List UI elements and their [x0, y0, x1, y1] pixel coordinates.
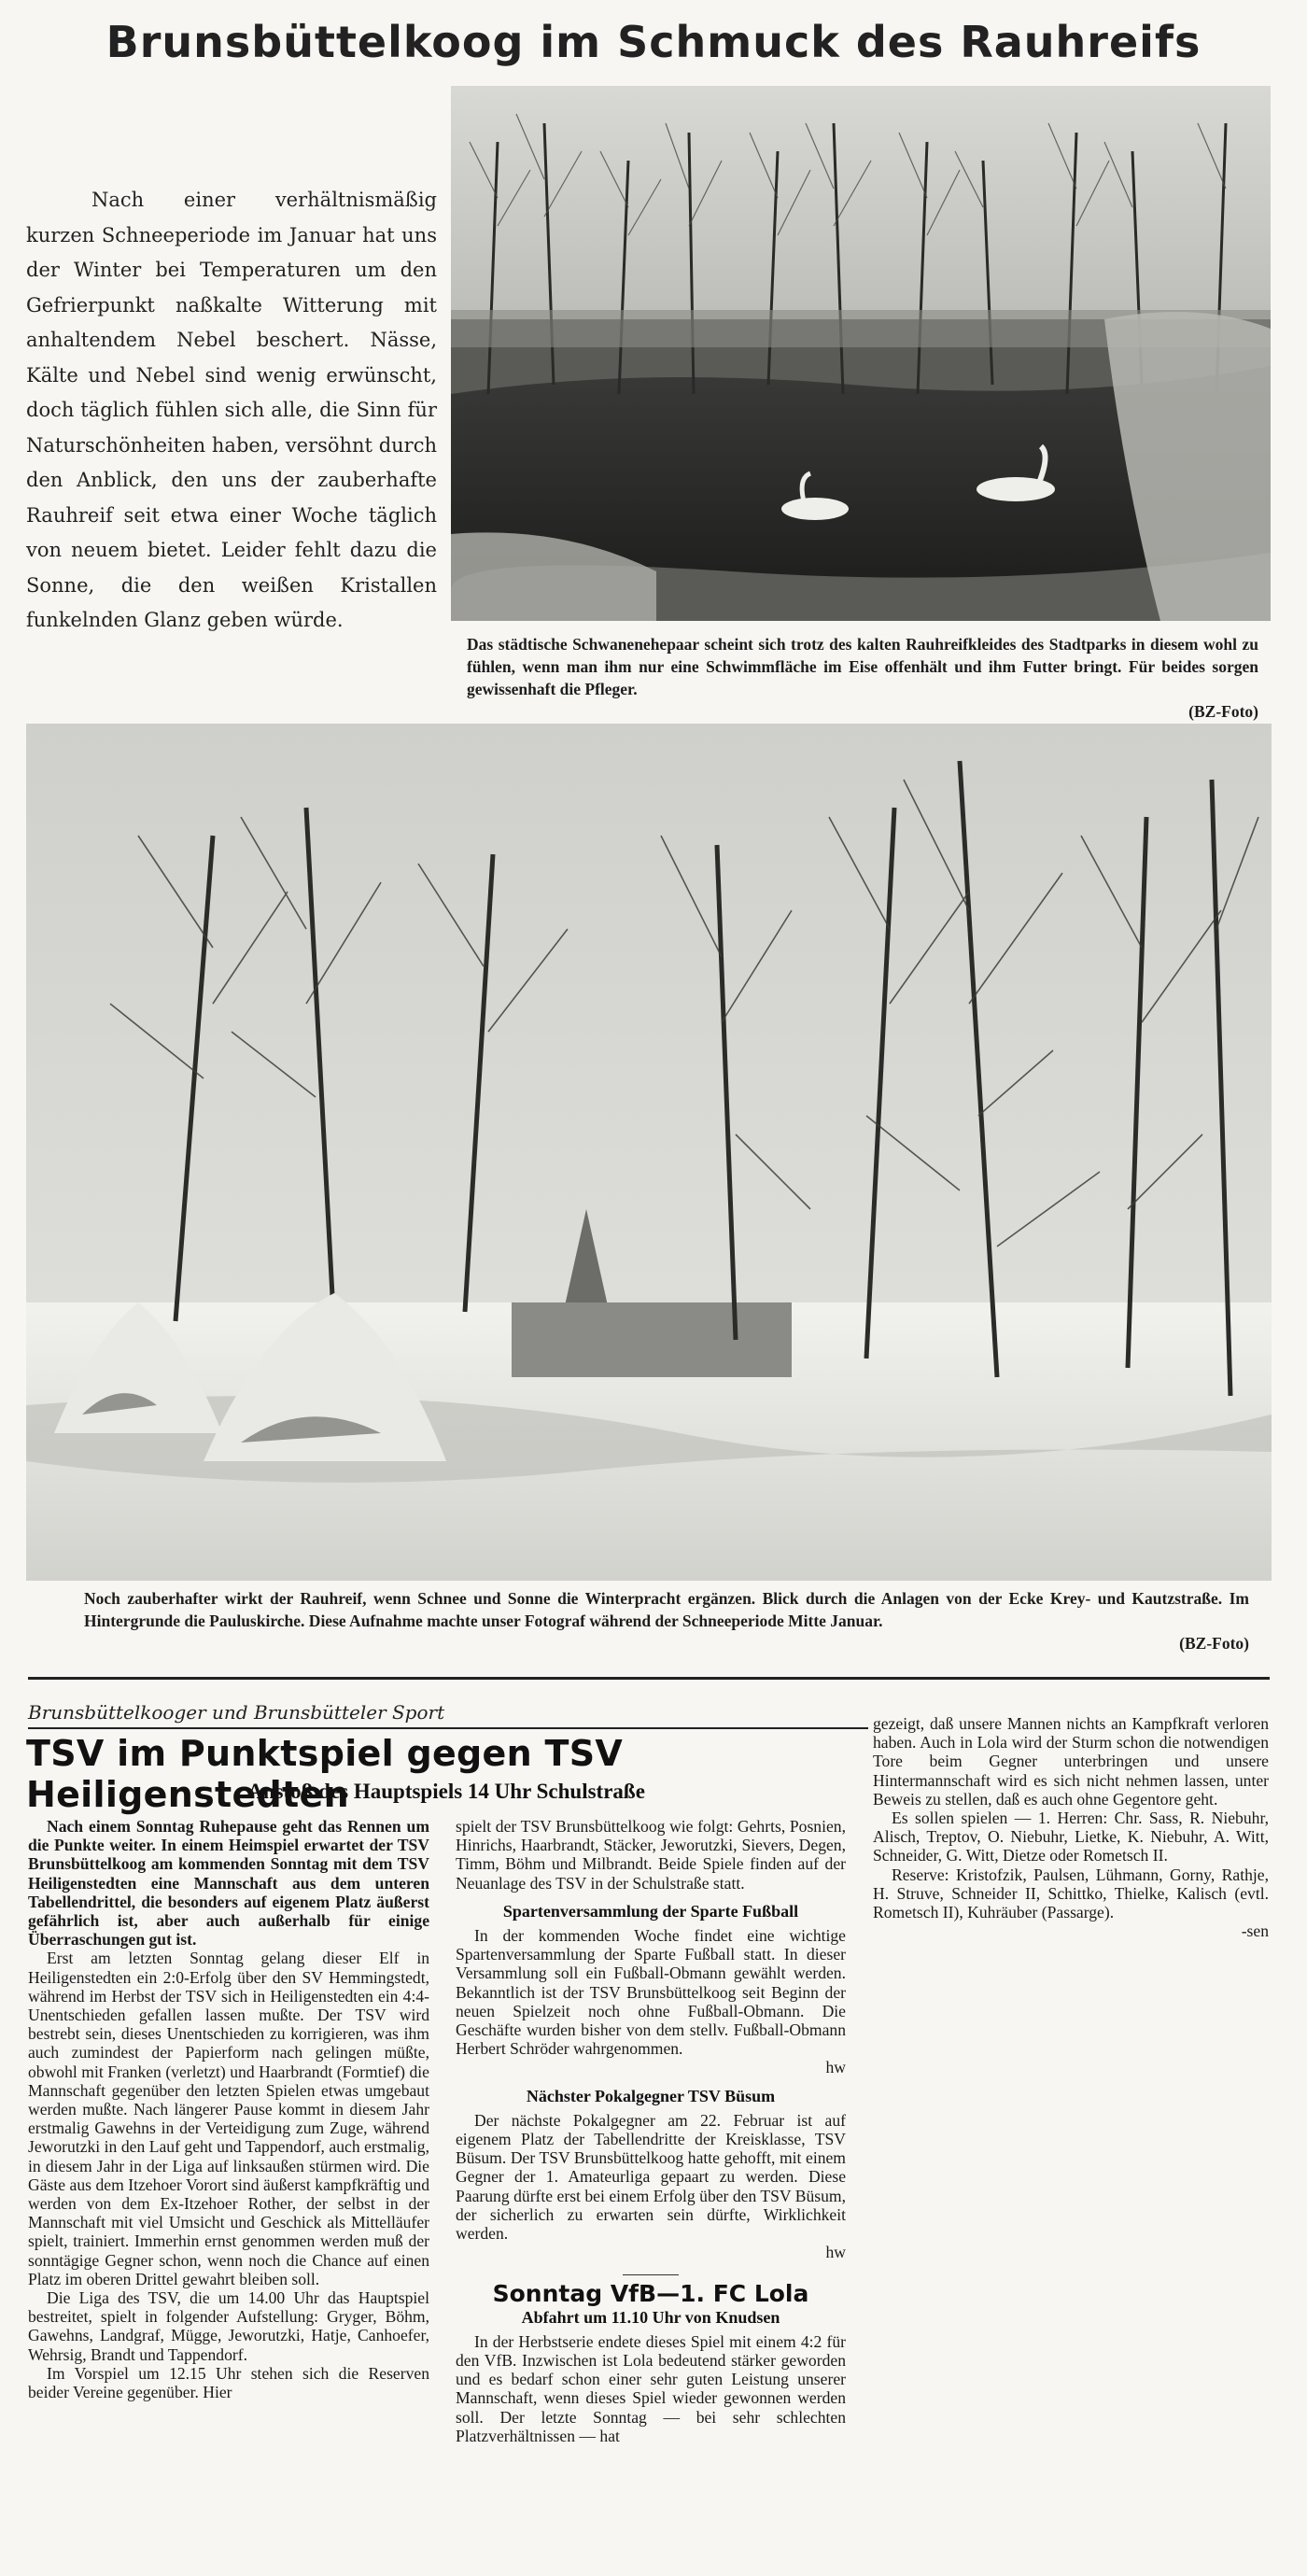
sport-column-2 — [456, 1817, 846, 2445]
pokalgegner-subhead: Nächster Pokalgegner TSV Büsum — [526, 2086, 776, 2105]
author-signature: -sen — [1241, 1921, 1269, 1941]
swan-photo — [451, 86, 1271, 621]
kicker-rule — [28, 1727, 868, 1729]
section-divider — [28, 1677, 1270, 1680]
caption-text: Noch zauberhafter wirkt der Rauhreif, wenn Schnee und Sonne die Winterpracht ergänzen. Blick durch die Anlagen von der Ecke Krey- und Kautzstraße. Im Hintergrunde die Pauluskirche. Diese Aufnahme machte unser Fotograf während der Schneeperiode Mitte Januar. — [84, 1589, 1249, 1630]
photo-credit: (BZ-Foto) — [1179, 1634, 1249, 1653]
spartenversammlung-subhead: Spartenversammlung der Sparte Fußball — [502, 1901, 799, 1921]
paragraph: gezeigt, daß unsere Mannen nichts an Kampfkraft verloren haben. Auch in Lola wird der Sturm schon die notwendigen Tore beim Gegner unterbringen und unsere Hintermannschaft wird es sich nicht nehmen lassen, unter Beweis zu stellen, daß es auch ohne Gegentore geht. — [873, 1714, 1269, 1809]
paragraph: Die Liga des TSV, die um 14.00 Uhr das Hauptspiel bestreitet, spielt in folgender Aufstellung: Gryger, Böhm, Gawehns, Landgraf, Mügge, Jeworutzki, Hatje, Canhoefer, Wehrsig, Brandt und Tappendorf. — [28, 2288, 429, 2364]
separator — [623, 2274, 679, 2275]
paragraph: Im Vorspiel um 12.15 Uhr stehen sich die Reserven beider Vereine gegenüber. Hier — [28, 2363, 429, 2402]
snow-park-caption — [84, 1587, 1249, 1654]
sport-headline: TSV im Punktspiel gegen TSV Heiligenstedten — [26, 1733, 624, 1815]
photo-credit: (BZ-Foto) — [1188, 702, 1258, 721]
paragraph: Reserve: Kristofzik, Paulsen, Lühmann, Gorny, Rathje, H. Struve, Schneider II, Schittko, Thielke, Kalisch (evtl. Rometsch II), Kuhräuber (Passarge). — [873, 1865, 1269, 1922]
paragraph: In der kommenden Woche findet eine wichtige Spartenversammlung der Sparte Fußball statt. In dieser Versammlung soll ein Fußball-Obmann gewählt werden. Bekanntlich ist der TSV Brunsbüttelkoog seit Beginn der neuen Spielzeit noch ohne Fußball-Obmann. Die Geschäfte wurden bisher von dem stellv. Fußball-Obmann Herbert Schröder wahrgenommen. — [456, 1926, 846, 2059]
swan-photo-caption — [467, 633, 1258, 723]
lead-paragraph: Nach einem Sonntag Ruhepause geht das Rennen um die Punkte weiter. In einem Heimspiel erwartet der TSV Brunsbüttelkoog am kommenden Sonntag mit dem TSV Heiligenstedten eine Mannschaft aus dem unteren Tabellendrittel, die besonders auf eigenem Platz äußerst gefährlich ist, aber auch außerhalb für einige Überraschungen gut ist. — [28, 1817, 429, 1950]
sport-subhead: Anstoß des Hauptspiels 14 Uhr Schulstraße — [247, 1780, 645, 1803]
caption-text: Das städtische Schwanenehepaar scheint sich trotz des kalten Rauhreifkleides des Stadtparks in diesem wohl zu fühlen, wenn man ihm nur eine Schwimmfläche im Eise offenhält und ihm Futter bringt. Für beides sorgen gewissenhaft die Pfleger. — [467, 635, 1258, 698]
paragraph: Erst am letzten Sonntag gelang dieser Elf in Heiligenstedten ein 2:0-Erfolg über den SV Hemmingstedt, während im Herbst der TSV sich in Heiligenstedten ein 4:4-Unentschieden gefallen lassen mußte. Der TSV wird bestrebt sein, dieses Unentschieden zu korrigieren, was ihm auch zumindest der Papierform nach gelingen müßte, obwohl mit Franken (verletzt) und Haarbrandt (Formtief) die Mannschaft gegenüber den letzten Spielen etwas umgebaut werden mußte. Nach längerer Pause kommt in diesem Jahr erstmalig Gawehns in der Verteidigung zum Zuge, während Jeworutzki in den Lauf geht und Tappendorf, auch erstmalig, in diesem Jahr in der Liga auf linksaußen stürmen wird. Die Gäste aus dem Itzehoer Vorort sind äußerst kampfkräftig und werden von dem Ex-Itzehoer Rother, der selbst in der Mannschaft mit viel Umsicht und Geschick als Mittelläufer spielt, trainiert. Immerhin ernst genommen werden muß der sonntägige Gegner schon, wenn noch die Chance auf einen Platz im oberen Drittel gewahrt bleiben soll. — [28, 1949, 429, 2288]
paragraph: Es sollen spielen — 1. Herren: Chr. Sass, R. Niebuhr, Alisch, Treptov, O. Niebuhr, Lietke, K. Niebuhr, A. Witt, Schneider, G. Witt, Dietze oder Rometsch II. — [873, 1809, 1269, 1865]
sport-column-3 — [873, 1714, 1269, 1940]
sport-kicker: Brunsbüttelkooger und Brunsbütteler Sport — [28, 1701, 445, 1724]
vfb-lola-subhead: Abfahrt um 11.10 Uhr von Knudsen — [521, 2307, 780, 2327]
paragraph: Der nächste Pokalgegner am 22. Februar ist auf eigenem Platz der Tabellendritte der Kreisklasse, TSV Büsum. Der TSV Brunsbüttelkoog hatte gehofft, mit einem Gegner der 1. Amateurliga gepaart zu werden. Diese Paarung dürfte erst bei einem Erfolg über den TSV Büsum, der sicherlich zu erwarten sein dürfte, Wirklichkeit werden. — [456, 2110, 846, 2244]
snow-park-photo — [26, 724, 1272, 1581]
vfb-lola-headline: Sonntag VfB—1. FC Lola — [492, 2280, 809, 2308]
article-headline: Brunsbüttelkoog im Schmuck des Rauhreifs — [105, 17, 1202, 67]
sport-column-1 — [28, 1817, 429, 2401]
intro-paragraph: Nach einer verhältnismäßig kurzen Schneeperiode im Januar hat uns der Winter bei Temperaturen um den Gefrierpunkt naßkalte Witterung mit anhaltendem Nebel beschert. Nässe, Kälte und Nebel sind wenig erwünscht, doch täglich fühlen sich alle, die Sinn für Naturschönheiten haben, versöhnt durch den Anblick, den uns der zauberhafte Rauhreif seit etwa einer Woche täglich von neuem bietet. Leider fehlt dazu die Sonne, die den weißen Kristallen funkelnden Glanz geben würde. — [26, 189, 437, 631]
paragraph: In der Herbstserie endete dieses Spiel mit einem 4:2 für den VfB. Inzwischen ist Lola bedeutend stärker geworden und es bedarf schon einer sehr guten Leistung unserer Mannschaft, wenn dieses Spiel wieder gewonnen werden soll. Der letzte Sonntag — bei sehr schlechten Platzverhältnissen — hat — [456, 2331, 846, 2445]
author-signature: hw — [825, 2058, 846, 2077]
paragraph: spielt der TSV Brunsbüttelkoog wie folgt: Gehrts, Posnien, Hinrichs, Haarbrandt, Stäcker, Jeworutzki, Sievers, Degen, Timm, Böhm und Milbrandt. Beide Spiele finden auf der Neuanlage des TSV in der Schulstraße statt. — [456, 1817, 846, 1893]
author-signature: hw — [825, 2243, 846, 2262]
